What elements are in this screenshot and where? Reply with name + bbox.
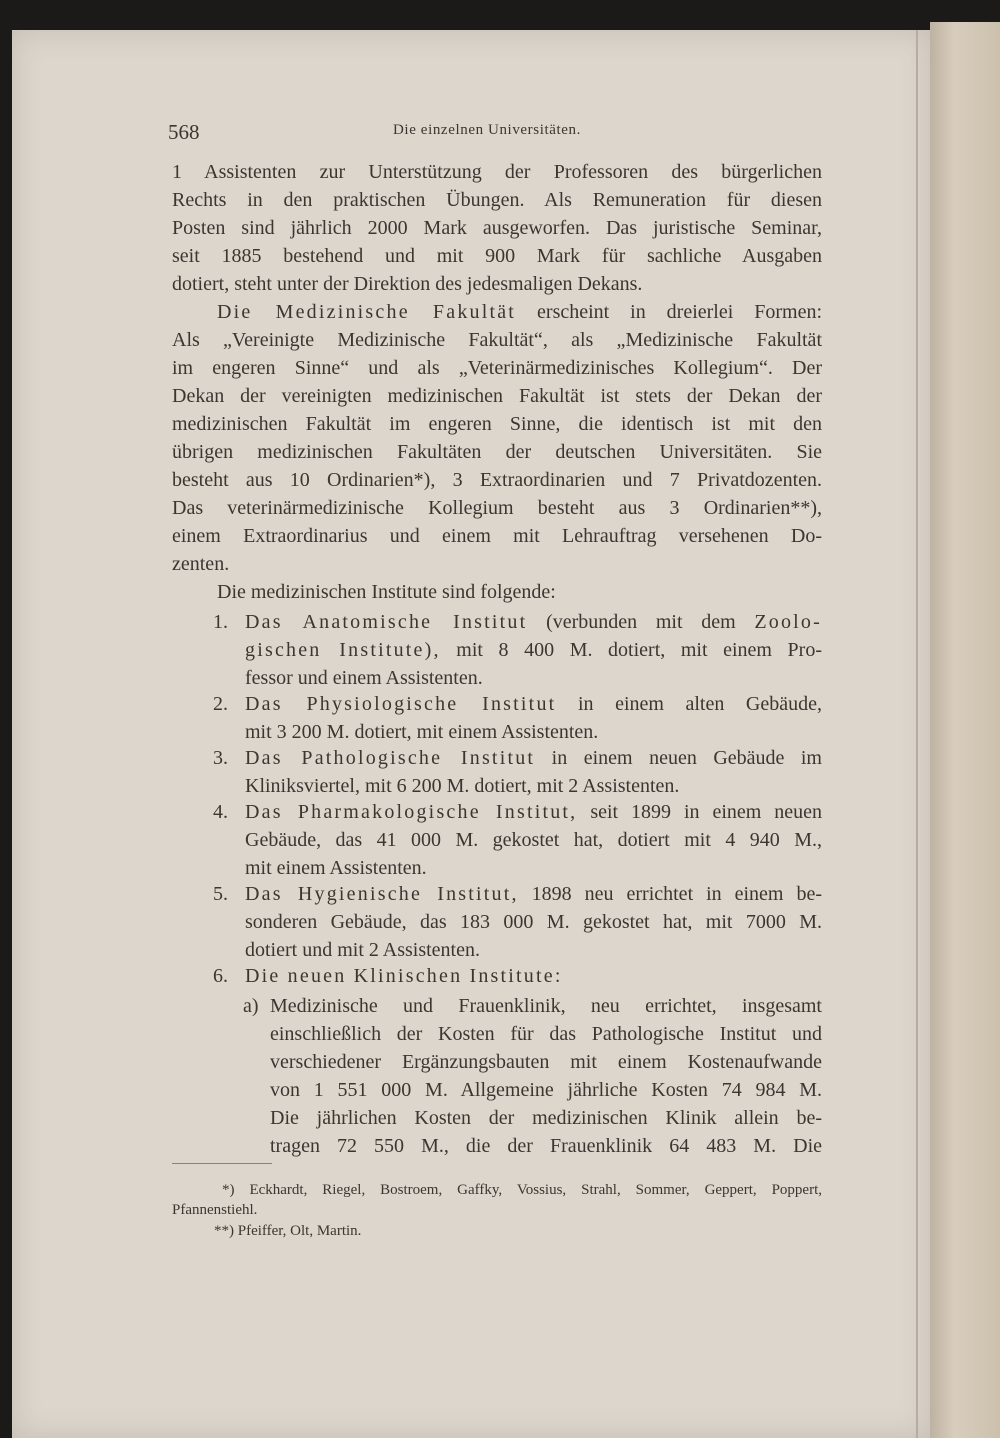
list-number: 2. xyxy=(213,693,228,715)
list-line xyxy=(245,636,822,664)
institute-name: gischen Institute), xyxy=(245,639,441,661)
list-line xyxy=(245,690,822,718)
body-line: besteht aus 10 Ordinarien*), 3 Extraordinarien und 7 Privatdozenten. xyxy=(172,469,822,491)
list-line: mit 3 200 M. dotiert, mit einem Assistenten. xyxy=(245,721,599,743)
footnote-2: **) Pfeiffer, Olt, Martin. xyxy=(214,1223,362,1239)
facing-page-edge xyxy=(930,22,1000,1438)
body-text: mit 8 400 M. dotiert, mit einem Pro- xyxy=(440,639,822,661)
sub-list-line: Medizinische und Frauenklinik, neu errichtet, insgesamt xyxy=(270,995,822,1017)
page-number: 568 xyxy=(168,120,200,144)
list-line: Kliniksviertel, mit 6 200 M. dotiert, mit 2 Assistenten. xyxy=(245,775,680,797)
list-number: 5. xyxy=(213,883,228,905)
institute-name: Das Physiologische Institut xyxy=(245,693,557,715)
body-line: im engeren Sinne“ und als „Veterinärmedizinisches Kollegium“. Der xyxy=(172,357,822,379)
institute-name: Die neuen Klinischen Institute: xyxy=(245,965,563,987)
body-text: in einem alten Gebäude, xyxy=(556,693,822,715)
footnote-rule xyxy=(172,1163,272,1164)
list-line xyxy=(245,744,822,772)
body-line: Als „Vereinigte Medizinische Fakultät“, als „Medizinische Fakultät xyxy=(172,329,822,351)
body-line: übrigen medizinischen Fakultäten der deutschen Universitäten. Sie xyxy=(172,441,822,463)
body-text: erscheint in dreierlei Formen: xyxy=(516,301,823,323)
body-line: Das veterinärmedizinische Kollegium besteht aus 3 Ordinarien**), xyxy=(172,497,822,519)
running-head: Die einzelnen Universitäten. xyxy=(393,122,581,138)
body-line: zenten. xyxy=(172,553,230,575)
sub-list-line: einschließlich der Kosten für das Pathologische Institut und xyxy=(270,1023,822,1045)
institute-name: Das Pharmakologische Institut, xyxy=(245,801,578,823)
body-line: Posten sind jährlich 2000 Mark ausgeworfen. Das juristische Seminar, xyxy=(172,217,822,239)
body-text: 1898 neu errichtet in einem be- xyxy=(518,883,822,905)
institute-name: Das Pathologische Institut xyxy=(245,747,536,769)
body-line xyxy=(217,298,822,326)
list-line xyxy=(245,608,822,636)
institute-name: Das Hygienische Institut, xyxy=(245,883,519,905)
sub-list-line: Die jährlichen Kosten der medizinischen Klinik allein be- xyxy=(270,1107,822,1129)
body-line: medizinischen Fakultät im engeren Sinne, die identisch ist mit den xyxy=(172,413,822,435)
body-text: in einem neuen Gebäude im xyxy=(535,747,822,769)
sub-list-line: von 1 551 000 M. Allgemeine jährliche Kosten 74 984 M. xyxy=(270,1079,822,1101)
sub-list-line: verschiedener Ergänzungsbauten mit einem Kostenaufwande xyxy=(270,1051,822,1073)
list-line: fessor und einem Assistenten. xyxy=(245,667,483,689)
list-line: Gebäude, das 41 000 M. gekostet hat, dotiert mit 4 940 M., xyxy=(245,829,822,851)
body-line: Rechts in den praktischen Übungen. Als Remuneration für diesen xyxy=(172,189,822,211)
spaced-heading: Die Medizinische Fakultät xyxy=(217,301,517,323)
body-line: seit 1885 bestehend und mit 900 Mark für sachliche Ausgaben xyxy=(172,245,822,267)
institutes-intro: Die medizinischen Institute sind folgende: xyxy=(217,581,556,603)
list-number: 4. xyxy=(213,801,228,823)
body-line: dotiert, steht unter der Direktion des jedesmaligen Dekans. xyxy=(172,273,643,295)
footnote-1-cont: Pfannenstiehl. xyxy=(172,1202,258,1218)
page-gutter xyxy=(916,30,918,1438)
sub-list-line: tragen 72 550 M., die der Frauenklinik 64 483 M. Die xyxy=(270,1135,822,1157)
body-text: (verbunden mit dem xyxy=(527,611,755,633)
institute-name: Das Anatomische Institut xyxy=(245,611,528,633)
list-number: 3. xyxy=(213,747,228,769)
sub-list-label: a) xyxy=(243,995,259,1017)
footnote-1: *) Eckhardt, Riegel, Bostroem, Gaffky, Vossius, Strahl, Sommer, Geppert, Poppert, xyxy=(222,1182,822,1198)
body-line: einem Extraordinarius und einem mit Lehrauftrag versehenen Do- xyxy=(172,525,822,547)
list-number: 1. xyxy=(213,611,228,633)
list-line xyxy=(245,880,822,908)
body-line: Dekan der vereinigten medizinischen Fakultät ist stets der Dekan der xyxy=(172,385,822,407)
list-line xyxy=(245,962,822,990)
list-line: dotiert und mit 2 Assistenten. xyxy=(245,939,480,961)
institute-name: Zoolo- xyxy=(754,611,822,633)
list-line: mit einem Assistenten. xyxy=(245,857,427,879)
list-line: sonderen Gebäude, das 183 000 M. gekostet hat, mit 7000 M. xyxy=(245,911,822,933)
list-line xyxy=(245,798,822,826)
body-text: seit 1899 in einem neuen xyxy=(577,801,822,823)
list-number: 6. xyxy=(213,965,228,987)
body-line: 1 Assistenten zur Unterstützung der Professoren des bürgerlichen xyxy=(172,161,822,183)
